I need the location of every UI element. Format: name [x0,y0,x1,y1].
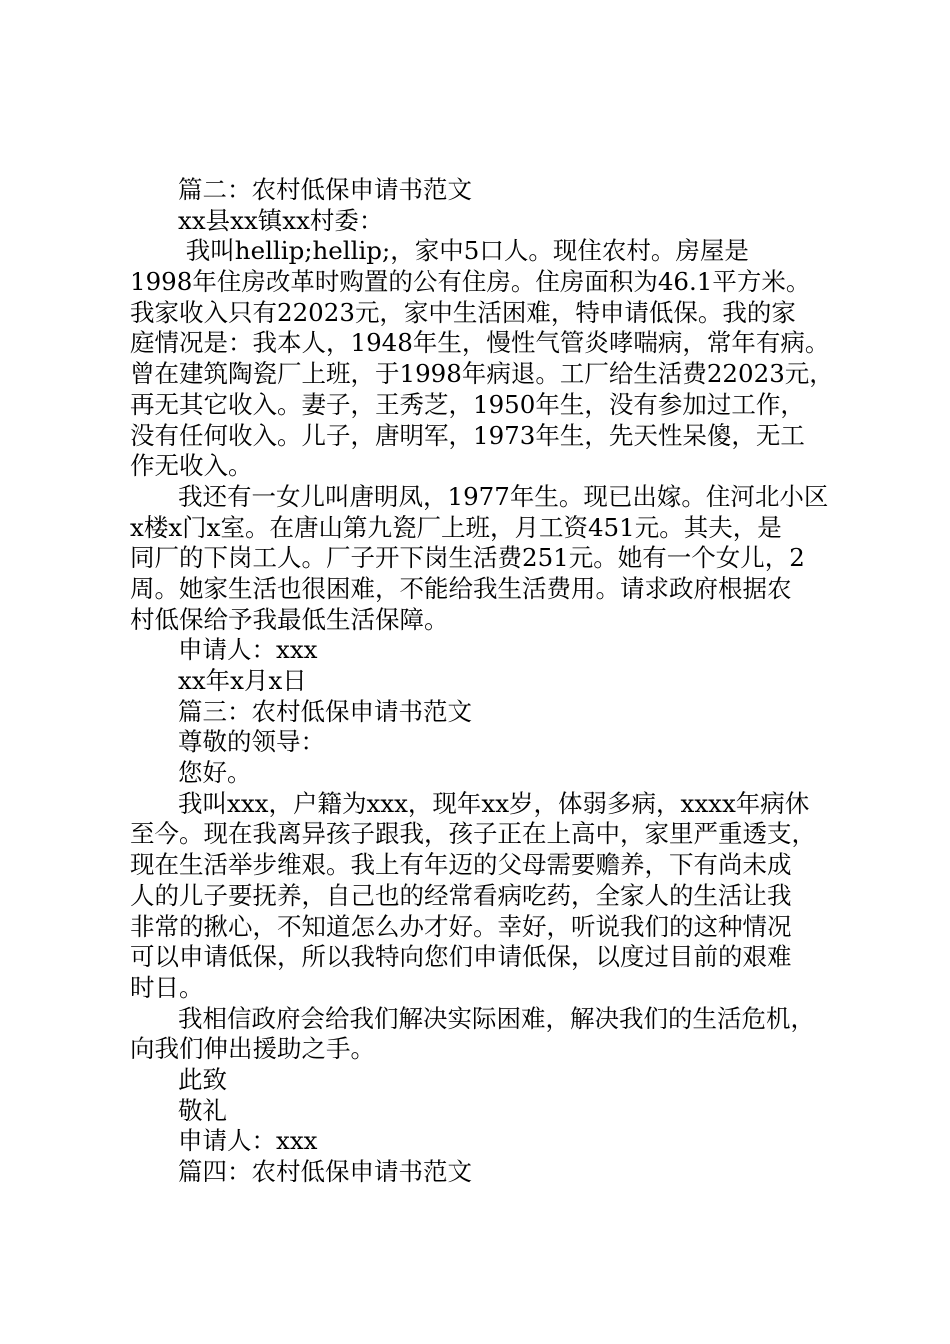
text-line: xx年x月x日 [178,666,307,695]
text-line: 我还有一女儿叫唐明凤，1977年生。现已出嫁。住河北小区 [178,481,829,511]
text-line: 我叫xxx，户籍为xxx，现年xx岁，体弱多病，xxxx年病休 [178,788,810,818]
text-line: 现在生活举步维艰。我上有年迈的父母需要赡养，下有尚未成 [130,850,792,880]
text-line: 人的儿子要抚养，自己也的经常看病吃药，全家人的生活让我 [130,880,792,910]
text-line: 可以申请低保，所以我特向您们申请低保，以度过目前的艰难 [130,942,792,972]
text-line: 篇二：农村低保申请书范文 [178,175,472,204]
text-line: 此致 [178,1064,227,1094]
text-line: 敬礼 [178,1095,227,1125]
text-line: 作无收入。 [130,451,253,481]
text-line: 申请人：xxx [178,1126,318,1156]
text-line: 1998年住房改革时购置的公有住房。住房面积为46.1平方米。 [130,267,811,297]
text-line: 至今。现在我离异孩子跟我，孩子正在上高中，家里严重透支， [130,819,816,849]
text-line: 同厂的下岗工人。厂子开下岗生活费251元。她有一个女儿，2 [130,543,805,573]
text-line: 非常的揪心，不知道怎么办才好。幸好，听说我们的这种情况 [130,911,792,941]
text-line: 我相信政府会给我们解决实际困难，解决我们的生活危机， [178,1003,815,1033]
document-body [130,175,845,1188]
text-line: 篇四：农村低保申请书范文 [178,1157,472,1186]
text-line: 您好。 [178,758,252,788]
text-line: 时日。 [130,972,204,1002]
text-line: 没有任何收入。儿子，唐明军，1973年生，先天性呆傻，无工 [130,420,805,450]
text-line: 庭情况是：我本人，1948年生，慢性气管炎哮喘病，常年有病。 [130,328,830,358]
text-line: 再无其它收入。妻子，王秀芝，1950年生，没有参加过工作， [130,389,805,419]
text-line: x楼x门x室。在唐山第九瓷厂上班，月工资451元。其夫，是 [130,512,782,542]
text-line: 周。她家生活也很困难，不能给我生活费用。请求政府根据农 [130,573,792,603]
text-line: 我家收入只有22023元，家中生活困难，特申请低保。我的家 [130,297,796,327]
text-line: 我叫hellip;hellip;，家中5口人。现住农村。房屋是 [178,236,749,266]
text-line: 向我们伸出援助之手。 [130,1034,375,1064]
text-line: 尊敬的领导： [178,727,325,757]
text-line: 曾在建筑陶瓷厂上班，于1998年病退。工厂给生活费22023元， [130,359,834,389]
text-line: xx县xx镇xx村委： [178,205,384,235]
text-line: 篇三：农村低保申请书范文 [178,696,472,726]
text-line: 申请人：xxx [178,635,318,665]
text-line: 村低保给予我最低生活保障。 [130,604,449,634]
